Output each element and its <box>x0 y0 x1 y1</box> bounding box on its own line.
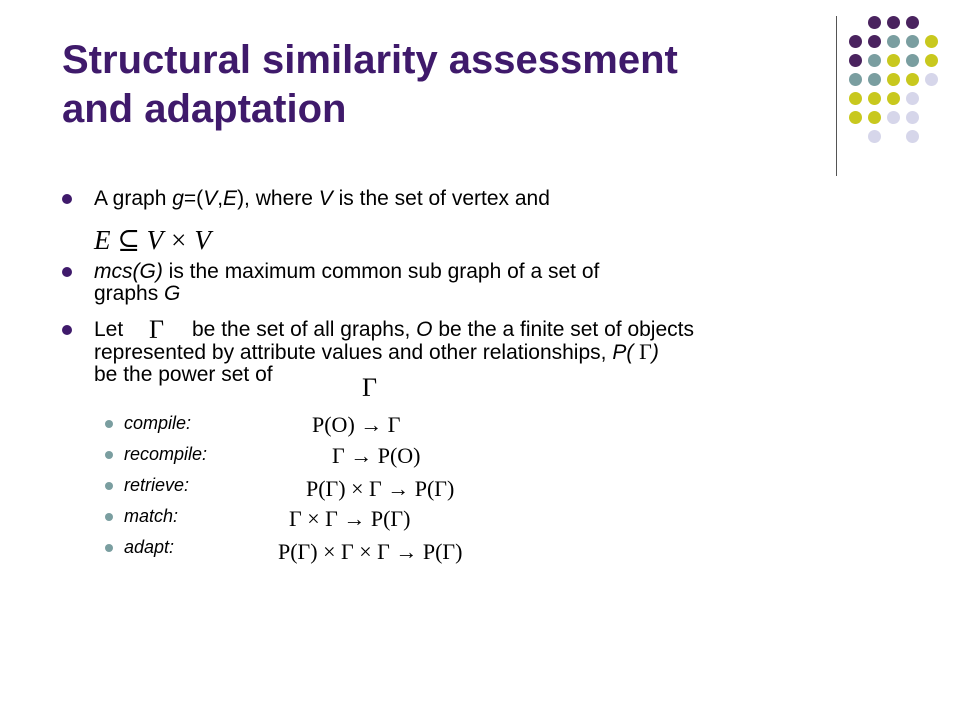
sub-bullet-marker <box>105 451 113 459</box>
sub-bullet-marker <box>105 420 113 428</box>
var-g-set: G <box>164 282 181 305</box>
decorative-dot <box>868 111 881 124</box>
bullet-marker <box>62 325 72 335</box>
title-line-1: Structural similarity assessment <box>62 38 678 82</box>
slide-title <box>62 36 822 134</box>
decorative-dot <box>887 54 900 67</box>
decorative-dot <box>868 92 881 105</box>
decorative-dot <box>906 130 919 143</box>
decorative-divider <box>836 16 837 176</box>
decorative-dot <box>849 54 862 67</box>
bullet-marker <box>62 194 72 204</box>
decorative-dot <box>906 35 919 48</box>
decorative-dot <box>906 73 919 86</box>
decorative-dot <box>868 54 881 67</box>
bullet-marker <box>62 267 72 277</box>
text-segment: is the set of vertex and <box>332 187 550 210</box>
gamma-symbol: Γ <box>362 373 378 402</box>
formula-retrieve: P(Γ) × Γ → P(Γ) <box>306 476 455 501</box>
sub-bullet-marker <box>105 544 113 552</box>
decorative-dot <box>887 35 900 48</box>
formula-recompile: Γ → P(O) <box>332 443 421 468</box>
bullet-2-line-2 <box>94 283 180 304</box>
text-segment: A graph <box>94 187 173 210</box>
sub-bullet-marker <box>105 513 113 521</box>
decorative-dot <box>849 92 862 105</box>
decorative-dot <box>906 16 919 29</box>
text-segment: Let <box>94 318 124 341</box>
bullet-3-line-1-rest <box>192 319 694 340</box>
gamma-symbol: Γ <box>639 339 652 364</box>
text-segment: is the maximum common sub graph of a set of <box>162 260 600 283</box>
text-segment: be the power set of <box>94 363 273 386</box>
mcs-term: mcs(G) <box>94 260 163 283</box>
decorative-dot <box>906 92 919 105</box>
decorative-dot <box>925 54 938 67</box>
text-segment: , <box>217 187 224 210</box>
decorative-dot <box>887 16 900 29</box>
bullet-2-line-1 <box>94 261 599 282</box>
decorative-dot <box>906 111 919 124</box>
decorative-dot <box>868 73 881 86</box>
sub-bullet-adapt: adapt: <box>124 537 175 557</box>
text-segment: represented by attribute values and other relationships, <box>94 341 613 364</box>
decorative-dot <box>906 54 919 67</box>
formula-match: Γ × Γ → P(Γ) <box>289 506 411 531</box>
var-g: g <box>172 187 184 210</box>
text-segment: ), where <box>237 187 319 210</box>
bullet-3-line-1 <box>94 319 123 340</box>
title-line-2: and adaptation <box>62 87 347 131</box>
text-segment: be the set of all graphs, <box>192 318 417 341</box>
var-p: P( <box>612 341 640 364</box>
text-segment: ) <box>651 341 659 364</box>
sub-bullet-match: match: <box>124 506 179 526</box>
text-segment: =( <box>183 187 204 210</box>
formula-adapt: P(Γ) × Γ × Γ → P(Γ) <box>278 539 463 564</box>
sub-bullet-compile: compile: <box>124 413 192 433</box>
decorative-dot <box>887 111 900 124</box>
decorative-dot <box>887 73 900 86</box>
decorative-dot <box>849 111 862 124</box>
decorative-dot <box>868 130 881 143</box>
var-v: V <box>203 187 218 210</box>
var-o: O <box>416 318 433 341</box>
decorative-dot <box>849 35 862 48</box>
formula-edge-set: E ⊆ V × V <box>94 225 211 255</box>
var-e: E <box>223 187 238 210</box>
sub-bullet-marker <box>105 482 113 490</box>
formula-compile: P(O) → Γ <box>312 412 401 437</box>
decorative-dot <box>887 92 900 105</box>
gamma-symbol: Γ <box>149 315 165 344</box>
decorative-dot <box>925 73 938 86</box>
text-segment: graphs <box>94 282 165 305</box>
bullet-3-line-3 <box>94 364 273 385</box>
decorative-dot <box>925 35 938 48</box>
decorative-dot <box>849 73 862 86</box>
decorative-dot <box>868 16 881 29</box>
bullet-1-text <box>94 188 550 209</box>
text-segment: be the a finite set of objects <box>432 318 694 341</box>
var-v: V <box>318 187 333 210</box>
sub-bullet-recompile: recompile: <box>124 444 208 464</box>
bullet-3-line-2 <box>94 341 659 363</box>
decorative-dot <box>868 35 881 48</box>
sub-bullet-retrieve: retrieve: <box>124 475 190 495</box>
